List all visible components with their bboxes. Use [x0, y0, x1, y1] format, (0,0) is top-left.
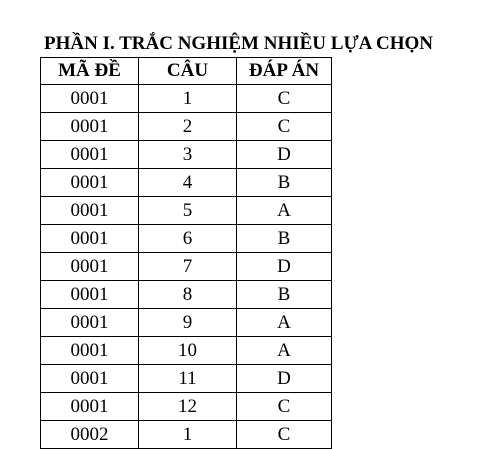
cell-question: 11	[139, 365, 237, 393]
table-row	[41, 421, 332, 449]
cell-exam-code: 0001	[41, 85, 139, 113]
cell-exam-code: 0001	[41, 197, 139, 225]
table-row	[41, 393, 332, 421]
cell-question: 4	[139, 169, 237, 197]
table-row	[41, 337, 332, 365]
table-header-row	[41, 58, 332, 85]
table-row	[41, 85, 332, 113]
cell-question: 5	[139, 197, 237, 225]
cell-question: 9	[139, 309, 237, 337]
cell-exam-code: 0001	[41, 113, 139, 141]
cell-question: 6	[139, 225, 237, 253]
cell-exam-code: 0001	[41, 309, 139, 337]
table-row	[41, 225, 332, 253]
cell-answer: A	[237, 197, 332, 225]
cell-question: 8	[139, 281, 237, 309]
cell-answer: C	[237, 421, 332, 449]
cell-question: 7	[139, 253, 237, 281]
table-row	[41, 281, 332, 309]
cell-exam-code: 0001	[41, 253, 139, 281]
cell-exam-code: 0001	[41, 141, 139, 169]
table-row	[41, 253, 332, 281]
cell-exam-code: 0001	[41, 337, 139, 365]
cell-answer: D	[237, 253, 332, 281]
cell-exam-code: 0001	[41, 169, 139, 197]
cell-answer: D	[237, 141, 332, 169]
cell-exam-code: 0001	[41, 281, 139, 309]
table-row	[41, 169, 332, 197]
header-answer: ĐÁP ÁN	[237, 58, 332, 85]
cell-answer: A	[237, 337, 332, 365]
cell-question: 1	[139, 421, 237, 449]
table-row	[41, 309, 332, 337]
header-exam-code: MÃ ĐỀ	[41, 58, 139, 85]
table-row	[41, 197, 332, 225]
cell-exam-code: 0001	[41, 225, 139, 253]
cell-question: 10	[139, 337, 237, 365]
section-title: PHẦN I. TRẮC NGHIỆM NHIỀU LỰA CHỌN	[44, 33, 433, 54]
cell-answer: B	[237, 281, 332, 309]
cell-answer: C	[237, 113, 332, 141]
cell-exam-code: 0001	[41, 365, 139, 393]
cell-question: 1	[139, 85, 237, 113]
cell-answer: C	[237, 85, 332, 113]
answer-key-table	[40, 57, 332, 449]
cell-answer: A	[237, 309, 332, 337]
cell-question: 3	[139, 141, 237, 169]
cell-answer: C	[237, 393, 332, 421]
cell-question: 12	[139, 393, 237, 421]
cell-answer: B	[237, 225, 332, 253]
cell-exam-code: 0002	[41, 421, 139, 449]
table-row	[41, 113, 332, 141]
table-row	[41, 365, 332, 393]
cell-exam-code: 0001	[41, 393, 139, 421]
cell-answer: D	[237, 365, 332, 393]
cell-question: 2	[139, 113, 237, 141]
cell-answer: B	[237, 169, 332, 197]
table-row	[41, 141, 332, 169]
header-question: CÂU	[139, 58, 237, 85]
